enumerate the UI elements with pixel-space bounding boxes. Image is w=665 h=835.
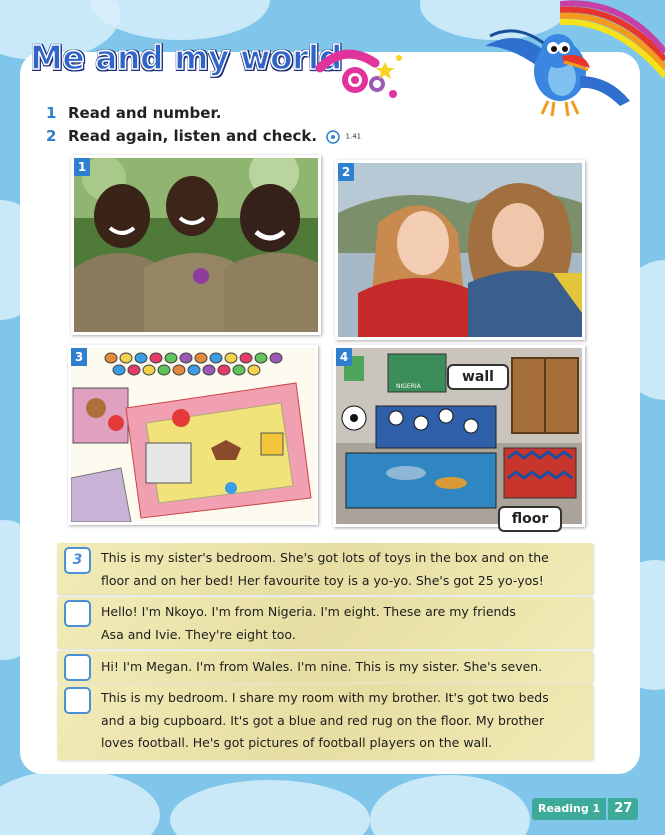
instruction-1 bbox=[46, 104, 221, 122]
note-line: This is my sister's bedroom. She's got lots of toys in the box and on the bbox=[101, 550, 549, 565]
answer-box-4[interactable] bbox=[64, 687, 91, 714]
label-floor: floor bbox=[498, 506, 562, 532]
photo-3-drawing bbox=[68, 345, 318, 525]
audio-cd-icon[interactable] bbox=[326, 130, 340, 144]
note-2-text bbox=[101, 601, 591, 646]
photo-1-boys bbox=[71, 155, 321, 335]
audio-track-number: 1.41 bbox=[345, 132, 362, 141]
photo-2-girls bbox=[335, 160, 585, 340]
answer-box-1[interactable]: 3 bbox=[64, 547, 91, 574]
instruction-text: Read again, listen and check. bbox=[68, 127, 318, 145]
photo-number-badge: 3 bbox=[71, 348, 87, 366]
note-line: floor and on her bed! Her favourite toy is a yo-yo. She's got 25 yo-yos! bbox=[101, 572, 544, 588]
swirl-decoration-icon bbox=[315, 48, 405, 103]
parrot-mascot-icon bbox=[480, 6, 640, 126]
note-line: Hi! I'm Megan. I'm from Wales. I'm nine. This is my sister. She's seven. bbox=[101, 659, 543, 674]
note-line: Asa and Ivie. They're eight too. bbox=[101, 626, 296, 642]
photo-number-badge: 2 bbox=[338, 163, 354, 181]
note-line: This is my bedroom. I share my room with my brother. It's got two beds bbox=[101, 690, 549, 705]
poster-text: NIGERIA bbox=[396, 383, 421, 390]
note-line: loves football. He's got pictures of football players on the wall. bbox=[101, 735, 493, 750]
label-wall: wall bbox=[447, 364, 509, 390]
note-line: and a big cupboard. It's got a blue and red rug on the floor. My brother bbox=[101, 712, 545, 728]
answer-box-2[interactable] bbox=[64, 600, 91, 627]
instruction-text: Read and number. bbox=[68, 104, 222, 122]
note-1-text bbox=[101, 547, 591, 592]
note-4-text bbox=[101, 687, 591, 755]
note-3-text bbox=[101, 656, 591, 679]
title-area bbox=[30, 38, 342, 77]
section-label: Reading 1 bbox=[532, 798, 606, 820]
instruction-2 bbox=[46, 127, 361, 145]
note-line: Hello! I'm Nkoyo. I'm from Nigeria. I'm eight. These are my friends bbox=[101, 604, 516, 619]
page-footer-tab bbox=[532, 798, 638, 820]
answer-box-3[interactable] bbox=[64, 654, 91, 681]
photo-number-badge: 4 bbox=[336, 348, 352, 366]
photo-number-badge: 1 bbox=[74, 158, 90, 176]
page-number: 27 bbox=[608, 798, 638, 820]
instruction-number: 2 bbox=[46, 127, 57, 145]
page-title: Me and my world bbox=[30, 38, 342, 77]
instruction-number: 1 bbox=[46, 104, 57, 122]
